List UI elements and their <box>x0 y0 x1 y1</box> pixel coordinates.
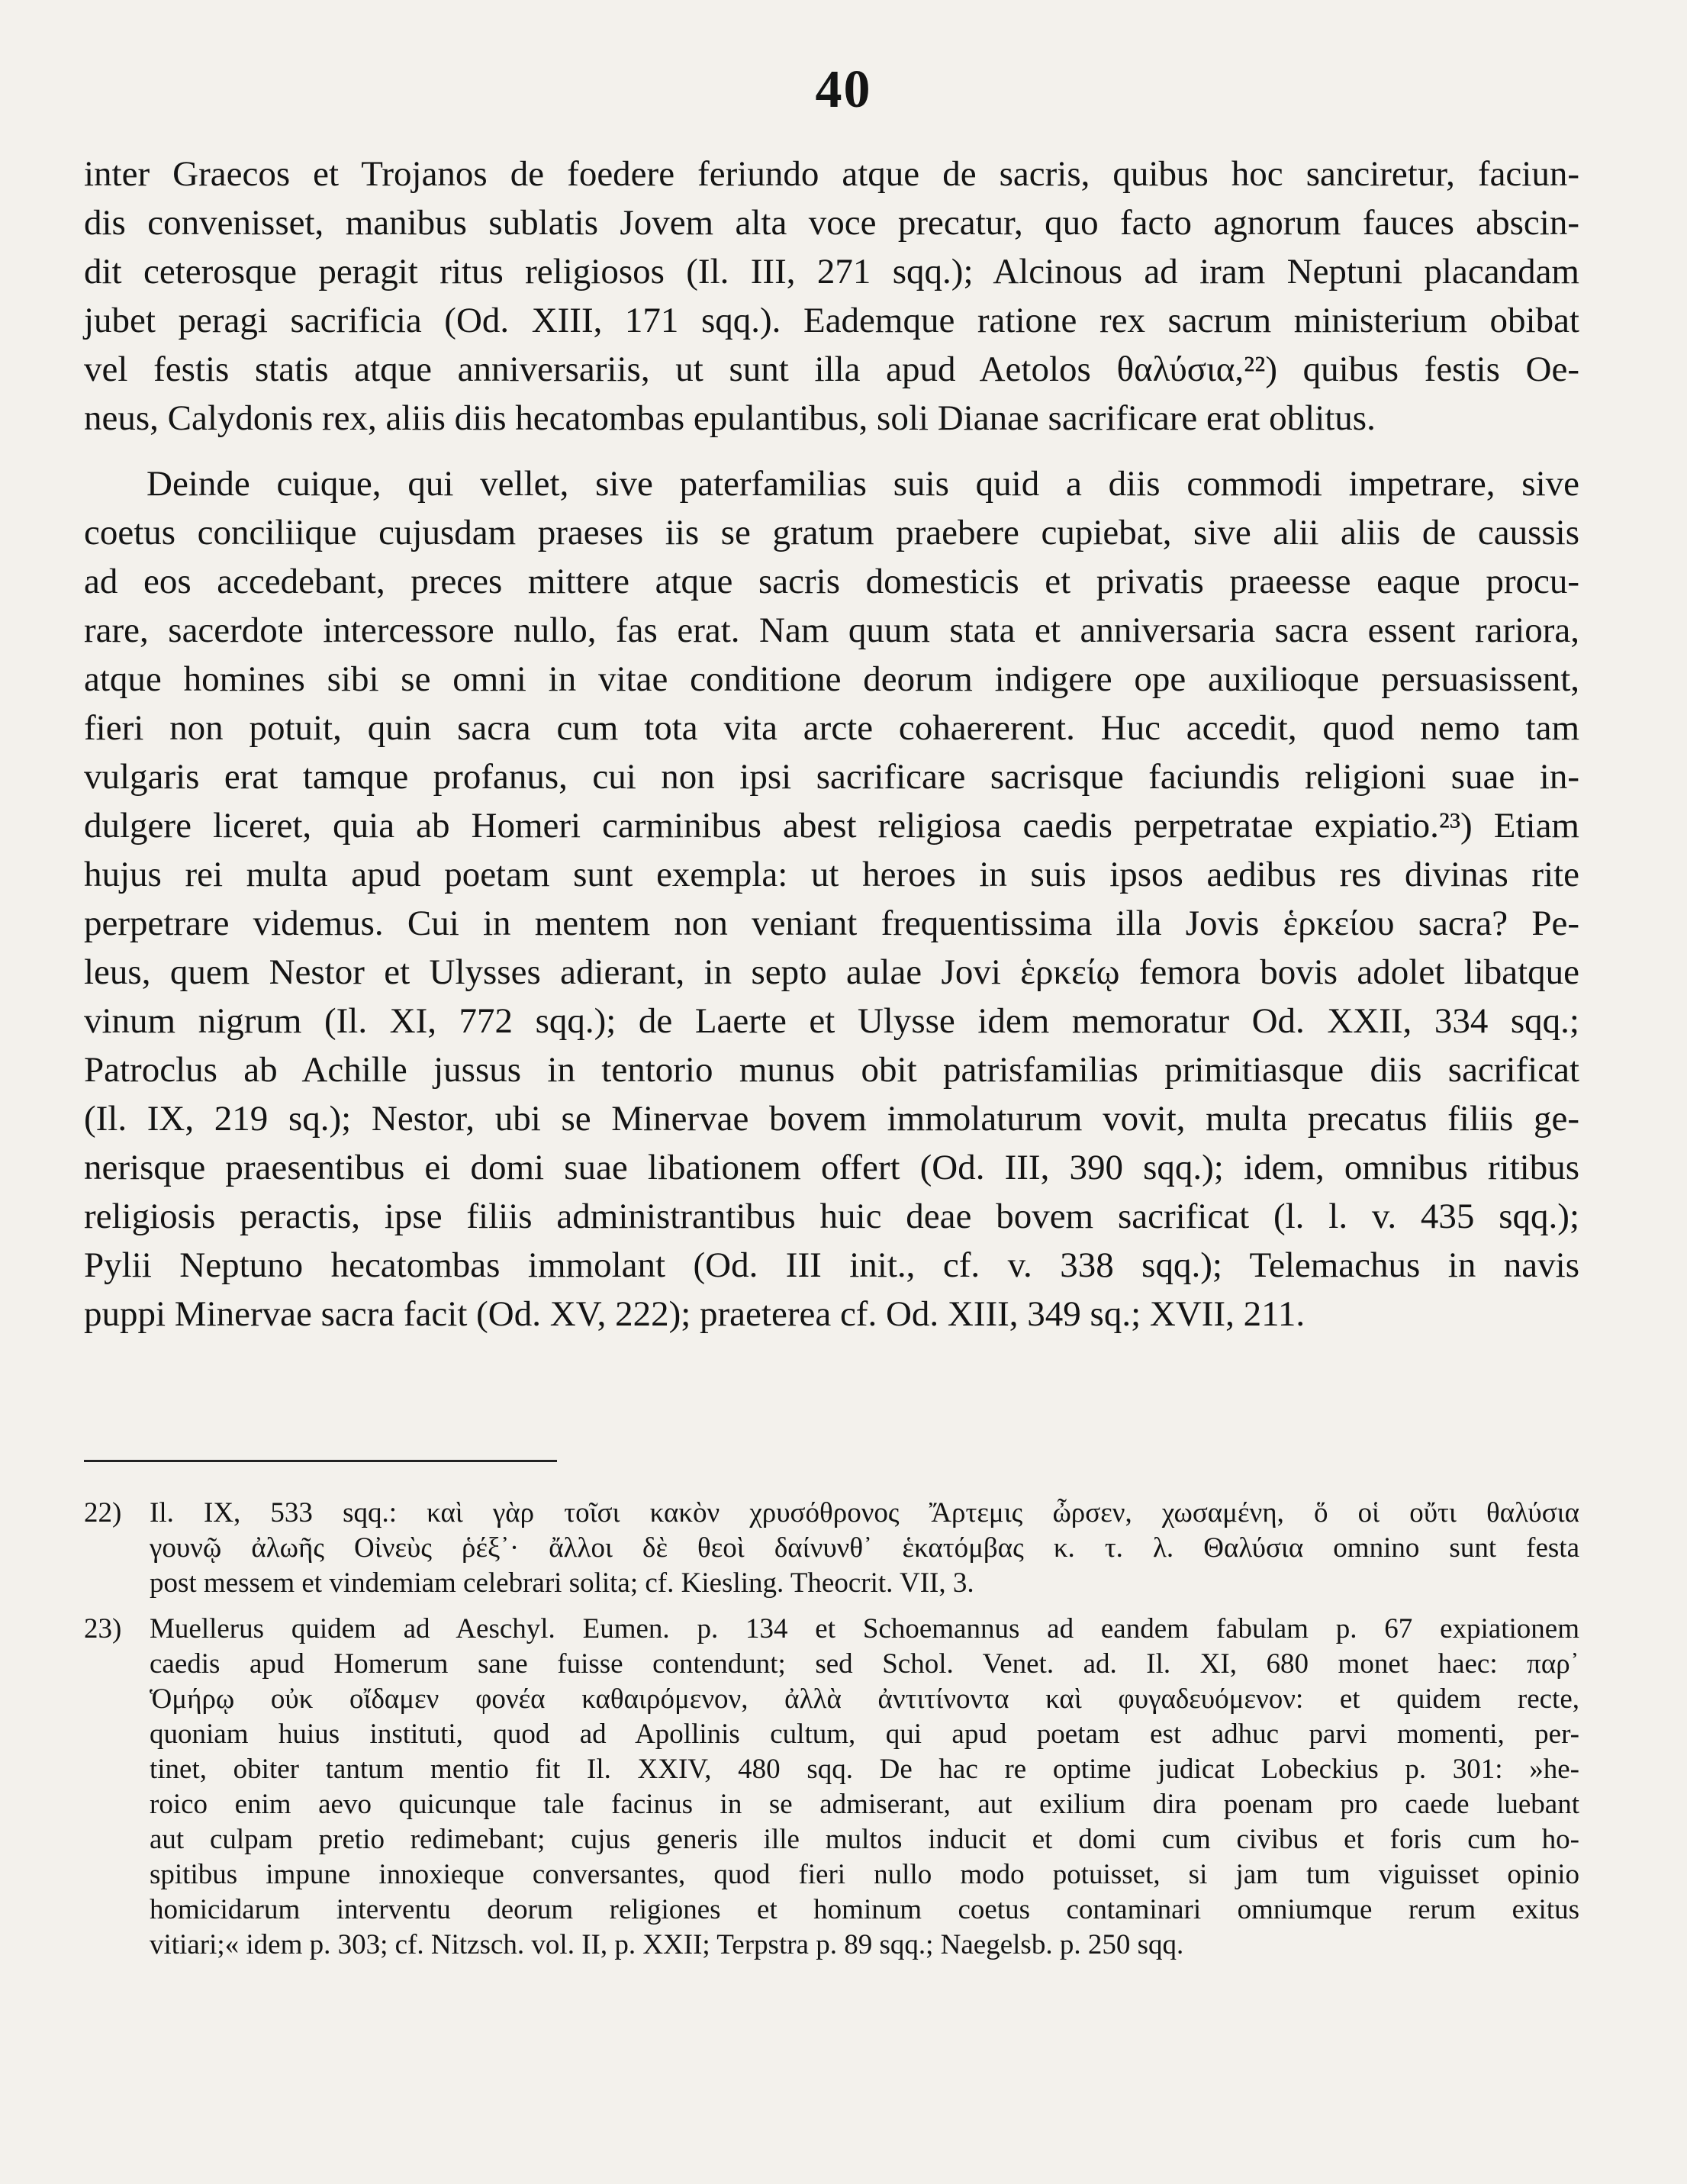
footnote-23 <box>84 1612 1579 1963</box>
paragraph-1 <box>84 150 1579 443</box>
text-line: dit ceterosque peragit ritus religiosos (Il. III, 271 sqq.); Alcinous ad iram Neptuni placandam <box>84 252 1579 292</box>
footnote-text: roico enim aevo quicunque tale facinus in se admiserant, aut exilium dira poenam pro caede luebant <box>150 1789 1579 1820</box>
text-line: Deinde cuique, qui vellet, sive paterfamilias suis quid a diis commodi impetrare, sive <box>146 464 1579 504</box>
paragraph-2 <box>84 459 1579 1338</box>
text-line: vel festis statis atque anniversariis, ut sunt illa apud Aetolos θαλύσια,²²) quibus festis Oe- <box>84 350 1579 389</box>
page-number: 40 <box>815 60 872 119</box>
text-line: rare, sacerdote intercessore nullo, fas erat. Nam quum stata et anniversaria sacra essent rariora, <box>84 610 1579 650</box>
footnote-text: vitiari;« idem p. 303; cf. Nitzsch. vol. II, p. XXII; Terpstra p. 89 sqq.; Naegelsb. p. 250 sqq. <box>150 1929 1184 1960</box>
text-line: coetus conciliique cujusdam praeses iis se gratum praebere cupiebat, sive alii aliis de caussis <box>84 513 1579 552</box>
footnote-text: Muellerus quidem ad Aeschyl. Eumen. p. 134 et Schoemannus ad eandem fabulam p. 67 expiationem <box>150 1613 1579 1644</box>
body-text <box>84 150 1579 1338</box>
text-line: Patroclus ab Achille jussus in tentorio munus obit patrisfamilias primitiasque diis sacrificat <box>84 1050 1579 1090</box>
footnote-text: γουνῷ ἀλωῆς Οἰνεὺς ῥέξ᾽· ἄλλοι δὲ θεοὶ δαίνυνθ᾽ ἑκατόμβας κ. τ. λ. Θαλύσια omnino sunt festa <box>150 1532 1579 1564</box>
footnote-text: tinet, obiter tantum mentio fit Il. XXIV, 480 sqq. De hac re optime judicat Lobeckius p. 301: »he- <box>150 1754 1579 1785</box>
text-line: Pylii Neptuno hecatombas immolant (Od. III init., cf. v. 338 sqq.); Telemachus in navis <box>84 1245 1579 1285</box>
text-line: vinum nigrum (Il. XI, 772 sqq.); de Laerte et Ulysse idem memoratur Od. XXII, 334 sqq.; <box>84 1001 1579 1041</box>
footnote-separator <box>84 1460 557 1462</box>
text-line: dis convenisset, manibus sublatis Jovem alta voce precatur, quo facto agnorum fauces abscin- <box>84 203 1579 243</box>
text-line: neus, Calydonis rex, aliis diis hecatombas epulantibus, soli Dianae sacrificare erat oblitus. <box>84 398 1376 438</box>
footnote-label: 22) <box>84 1497 122 1528</box>
text-line: atque homines sibi se omni in vitae conditione deorum indigere ope auxilioque persuasissent, <box>84 659 1579 699</box>
footnote-22 <box>84 1496 1579 1601</box>
footnote-label: 23) <box>84 1613 122 1644</box>
text-line: (Il. IX, 219 sq.); Nestor, ubi se Minervae bovem immolaturum vovit, multa precatus filiis ge- <box>84 1099 1579 1139</box>
footnote-text: caedis apud Homerum sane fuisse contendunt; sed Schol. Venet. ad. Il. XI, 680 monet haec: παρ᾽ <box>150 1648 1579 1680</box>
footnote-text: homicidarum interventu deorum religiones et hominum coetus contaminari omniumque rerum exitus <box>150 1894 1579 1925</box>
text-line: perpetrare videmus. Cui in mentem non veniant frequentissima illa Jovis ἑρκείου sacra? Pe- <box>84 904 1579 943</box>
text-line: hujus rei multa apud poetam sunt exempla: ut heroes in suis ipsos aedibus res divinas rite <box>84 855 1579 894</box>
text-line: dulgere liceret, quia ab Homeri carminibus abest religiosa caedis perpetratae expiatio.²³) Etiam <box>84 806 1579 846</box>
text-line: nerisque praesentibus ei domi suae libationem offert (Od. III, 390 sqq.); idem, omnibus ritibus <box>84 1148 1579 1187</box>
footnote-text: Ὁμήρῳ οὐκ οἴδαμεν φονέα καθαιρόμενον, ἀλλὰ ἀντιτίνοντα καὶ φυγαδευόμενον: et quidem recte, <box>150 1683 1579 1715</box>
footnote-text: aut culpam pretio redimebant; cujus generis ille multos inducit et domi cum civibus et foris cum ho- <box>150 1824 1579 1855</box>
text-line: jubet peragi sacrificia (Od. XIII, 171 sqq.). Eademque ratione rex sacrum ministerium obibat <box>84 301 1579 340</box>
text-line: religiosis peractis, ipse filiis administrantibus huic deae bovem sacrificat (l. l. v. 435 sqq.); <box>84 1197 1579 1236</box>
footnote-text: spitibus impune innoxieque conversantes, quod fieri nullo modo potuisset, si jam tum viguisset opinio <box>150 1859 1579 1890</box>
footnote-text: Il. IX, 533 sqq.: καὶ γὰρ τοῖσι κακὸν χρυσόθρονος Ἄρτεμις ὦρσεν, χωσαμένη, ὅ οἱ οὔτι θαλύσια <box>150 1497 1579 1528</box>
footnote-text: post messem et vindemiam celebrari solita; cf. Kiesling. Theocrit. VII, 3. <box>150 1567 974 1599</box>
text-line: puppi Minervae sacra facit (Od. XV, 222); praeterea cf. Od. XIII, 349 sq.; XVII, 211. <box>84 1294 1305 1334</box>
text-line: vulgaris erat tamque profanus, cui non ipsi sacrificare sacrisque faciundis religioni suae in- <box>84 757 1579 797</box>
footnote-text: quoniam huius instituti, quod ad Apollinis cultum, qui apud poetam est adhuc parvi momenti, per- <box>150 1719 1579 1750</box>
text-line: inter Graecos et Trojanos de foedere feriundo atque de sacris, quibus hoc sanciretur, faciun- <box>84 154 1579 194</box>
text-line: fieri non potuit, quin sacra cum tota vita arcte cohaererent. Huc accedit, quod nemo tam <box>84 708 1579 748</box>
text-line: ad eos accedebant, preces mittere atque sacris domesticis et privatis praeesse eaque procu- <box>84 562 1579 601</box>
text-line: leus, quem Nestor et Ulysses adierant, in septo aulae Jovi ἑρκείῳ femora bovis adolet libatque <box>84 952 1579 992</box>
footnotes <box>84 1496 1579 1963</box>
